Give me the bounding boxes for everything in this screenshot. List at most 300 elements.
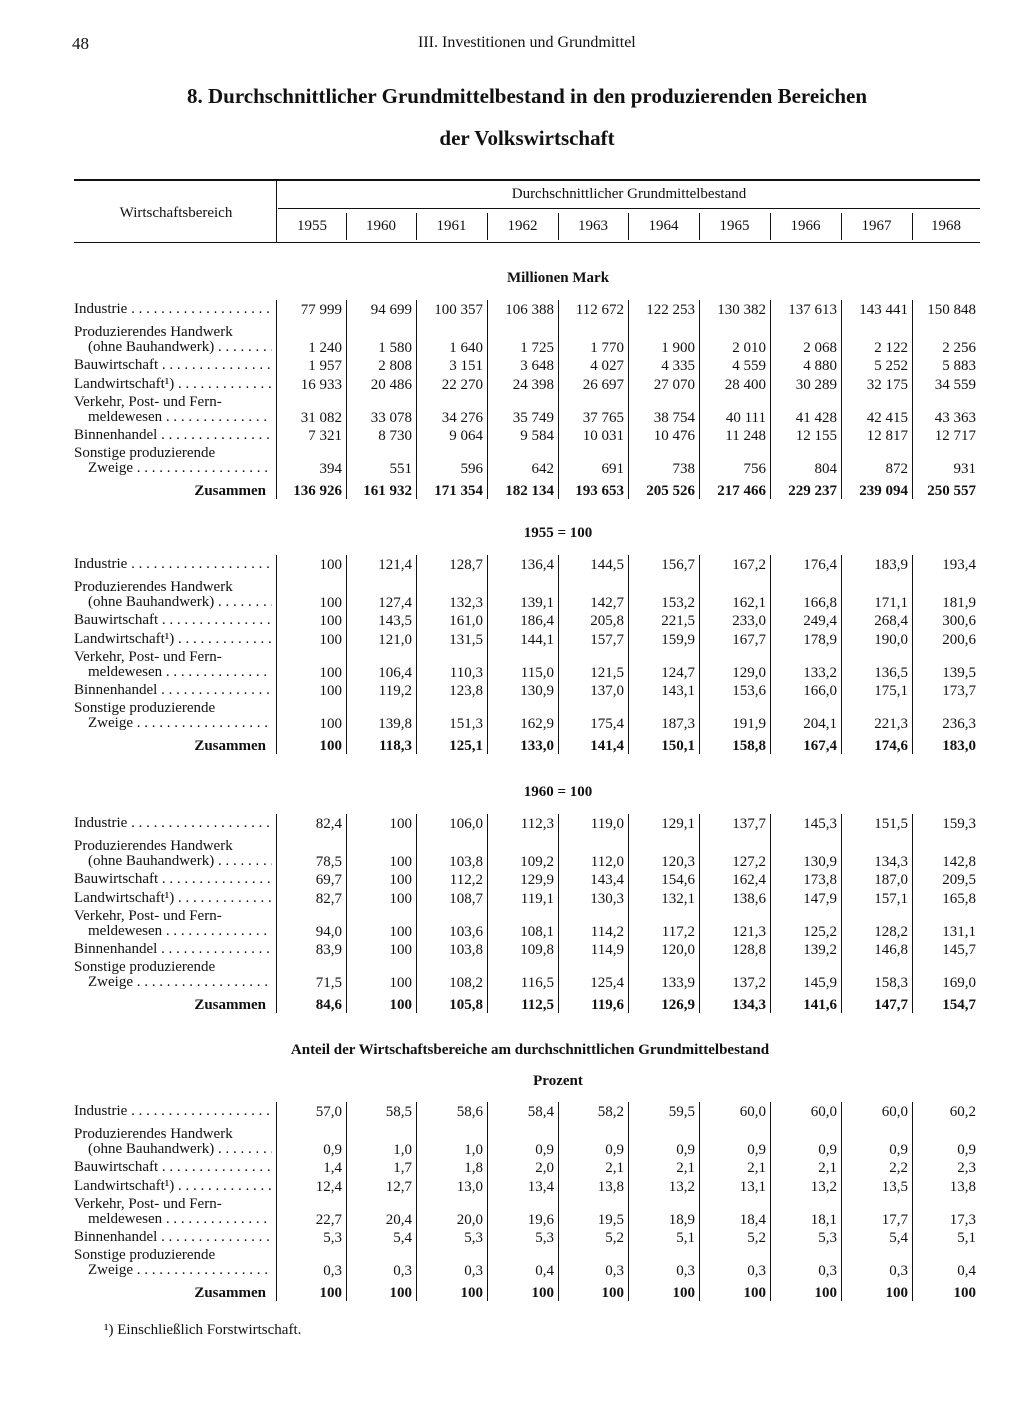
table-cell: 2,1 [605,1160,624,1176]
table-cell: 0,3 [323,1263,342,1279]
table-cell: 103,6 [449,924,483,940]
table-cell: 130,9 [520,683,554,699]
row-label [74,428,272,443]
table-cell: 128,2 [874,924,908,940]
table-cell: 12 155 [795,428,837,444]
table-title-line-1: 8. Durchschnittlicher Grundmittelbestand in den produzierenden Bereichen [186,84,868,108]
table-cell: 175,1 [874,683,908,699]
table-cell: 38 754 [653,410,695,426]
table-cell: 5,1 [957,1230,976,1246]
table-cell: 5,2 [605,1230,624,1246]
row-label-line: Sonstige produzierende [74,960,216,975]
table-cell: 94 699 [370,302,412,318]
total-cell: 205 526 [646,483,695,499]
year-header: 1966 [790,218,821,234]
table-cell: 162,9 [520,716,554,732]
table-cell: 60,2 [949,1104,976,1120]
table-cell: 169,0 [942,975,976,991]
table-cell: 109,8 [520,942,554,958]
total-cell: 100 [389,1285,412,1301]
table-cell: 1 900 [661,340,695,356]
table-cell: 193,4 [942,557,976,573]
table-cell: 142,8 [942,854,976,870]
row-label-line: Sonstige produzierende [74,1248,216,1263]
row-label-line: (ohne Bauhandwerk) . . . [74,1142,272,1157]
table-cell: 130,9 [803,854,837,870]
row-label-line: Verkehr, Post- und Fern- [74,1197,222,1212]
row-label-line: Landwirtschaft¹) . . . [74,891,272,906]
row-label-line: Produzierendes Handwerk [74,580,233,595]
total-cell: 161 932 [363,483,412,499]
label-column-header: Wirtschaftsbereich [119,205,233,221]
table-cell: 2,3 [957,1160,976,1176]
table-cell: 300,6 [942,613,976,629]
total-cell: 100 [531,1285,554,1301]
row-label [74,613,272,628]
table-cell: 143,1 [661,683,695,699]
table-cell: 100 [319,595,342,611]
table-cell: 181,9 [942,595,976,611]
table-cell: 129,9 [520,872,554,888]
table-cell: 5,3 [323,1230,342,1246]
table-cell: 112,2 [449,872,483,888]
table-cell: 100 [389,924,412,940]
table-cell: 103,8 [449,942,483,958]
table-cell: 124,7 [661,665,695,681]
table-cell: 931 [953,461,976,477]
total-cell: 239 094 [859,483,908,499]
row-label-line: Landwirtschaft¹) . . . [74,377,272,392]
total-cell: 100 [743,1285,766,1301]
table-cell: 58,4 [527,1104,554,1120]
table-cell: 0,3 [605,1263,624,1279]
row-label-line: meldewesen . . . [74,665,272,680]
row-label-line: meldewesen . . . [74,410,272,425]
table-cell: 18,1 [810,1212,837,1228]
row-label-line: (ohne Bauhandwerk) . . . [74,854,272,869]
table-cell: 58,2 [597,1104,624,1120]
table-cell: 108,7 [449,891,483,907]
table-cell: 1,0 [393,1142,412,1158]
table-cell: 129,0 [732,665,766,681]
row-label [74,580,272,610]
table-cell: 158,3 [874,975,908,991]
table-cell: 100 [389,891,412,907]
total-cell: 133,0 [520,738,554,754]
table-cell: 20,0 [456,1212,483,1228]
total-cell: 118,3 [379,738,412,754]
table-cell: 5,4 [393,1230,412,1246]
table-cell: 187,0 [874,872,908,888]
table-cell: 136,4 [520,557,554,573]
table-cell: 145,3 [803,816,837,832]
row-label-line: meldewesen . . . [74,924,272,939]
table-cell: 233,0 [732,613,766,629]
table-cell: 183,9 [874,557,908,573]
table-cell: 0,9 [535,1142,554,1158]
table-cell: 187,3 [661,716,695,732]
table-cell: 18,9 [668,1212,695,1228]
table-cell: 121,3 [732,924,766,940]
table-cell: 0,4 [957,1263,976,1279]
table-cell: 71,5 [315,975,342,991]
row-label [74,872,272,887]
year-header: 1961 [436,218,467,234]
section-title: Millionen Mark [506,270,610,286]
row-label [74,302,272,317]
row-label [74,1104,272,1119]
row-label [74,942,272,957]
table-cell: 9 584 [520,428,554,444]
table-cell: 121,0 [378,632,412,648]
table-cell: 16 933 [300,377,342,393]
row-label-line: Landwirtschaft¹) . . . [74,632,272,647]
table-cell: 4 335 [661,358,695,374]
row-label [74,1160,272,1175]
total-cell: 250 557 [927,483,976,499]
table-cell: 103,8 [449,854,483,870]
table-cell: 0,9 [889,1142,908,1158]
table-cell: 137,0 [590,683,624,699]
row-label-line: Bauwirtschaft . . . [74,1160,272,1175]
table-cell: 43 363 [934,410,976,426]
table-cell: 121,5 [590,665,624,681]
table-cell: 1 640 [449,340,483,356]
table-cell: 115,0 [520,665,554,681]
table-cell: 34 559 [934,377,976,393]
table-cell: 139,8 [378,716,412,732]
table-cell: 83,9 [315,942,342,958]
header-group-rule [278,208,980,209]
total-cell: 112,5 [521,997,554,1013]
table-cell: 120,3 [661,854,695,870]
table-cell: 1 957 [308,358,342,374]
total-cell: 136 926 [293,483,342,499]
row-label-line: Zweige . . . [74,716,272,731]
table-cell: 13,1 [739,1179,766,1195]
table-cell: 1,4 [323,1160,342,1176]
table-cell: 11 248 [725,428,766,444]
row-label [74,839,272,869]
table-cell: 112,0 [590,854,624,870]
table-cell: 154,6 [661,872,695,888]
total-cell: 100 [953,1285,976,1301]
table-cell: 120,0 [661,942,695,958]
total-cell: 150,1 [661,738,695,754]
table-cell: 35 749 [512,410,554,426]
table-cell: 157,1 [874,891,908,907]
table-cell: 204,1 [803,716,837,732]
table-cell: 137,2 [732,975,766,991]
year-header: 1967 [861,218,892,234]
table-cell: 0,9 [605,1142,624,1158]
table-cell: 10 476 [653,428,695,444]
table-cell: 33 078 [370,410,412,426]
table-cell: 114,9 [590,942,624,958]
year-header: 1968 [931,218,961,234]
footnote: ¹) Einschließlich Forstwirtschaft. [104,1322,302,1338]
row-label-line: (ohne Bauhandwerk) . . . [74,595,272,610]
table-cell: 165,8 [942,891,976,907]
table-cell: 59,5 [668,1104,695,1120]
table-cell: 20,4 [385,1212,412,1228]
table-cell: 5,4 [889,1230,908,1246]
total-cell: 100 [601,1285,624,1301]
table-cell: 5,3 [464,1230,483,1246]
section-subtitle: Prozent [533,1073,583,1089]
row-label [74,446,272,476]
table-cell: 17,3 [949,1212,976,1228]
table-cell: 2 068 [803,340,837,356]
total-cell: 171 354 [434,483,483,499]
table-cell: 2,1 [676,1160,695,1176]
table-cell: 804 [814,461,837,477]
row-label-line: Verkehr, Post- und Fern- [74,909,222,924]
row-label [74,701,272,731]
table-cell: 138,6 [732,891,766,907]
table-cell: 153,2 [661,595,695,611]
table-cell: 114,2 [590,924,624,940]
table-cell: 17,7 [881,1212,908,1228]
table-cell: 130 382 [717,302,766,318]
table-cell: 173,8 [803,872,837,888]
total-row-label: Zusammen [194,1285,266,1301]
table-cell: 112,3 [520,816,554,832]
row-label-line: Bauwirtschaft . . . [74,613,272,628]
table-cell: 82,4 [315,816,342,832]
table-cell: 5 883 [942,358,976,374]
table-cell: 94,0 [315,924,342,940]
table-cell: 26 697 [582,377,624,393]
table-cell: 132,3 [449,595,483,611]
table-cell: 136,5 [874,665,908,681]
row-label-line: Zweige . . . [74,1263,272,1278]
table-cell: 176,4 [803,557,837,573]
table-cell: 162,4 [732,872,766,888]
table-cell: 159,9 [661,632,695,648]
year-header: 1955 [297,218,327,234]
total-cell: 193 653 [575,483,624,499]
table-cell: 100 [319,683,342,699]
table-cell: 2,0 [535,1160,554,1176]
table-cell: 133,2 [803,665,837,681]
table-cell: 142,7 [590,595,624,611]
total-cell: 100 [389,997,412,1013]
total-row-label: Zusammen [194,738,266,754]
table-cell: 144,5 [590,557,624,573]
header-top-rule [74,179,980,181]
table-cell: 112 672 [575,302,624,318]
table-cell: 131,1 [942,924,976,940]
row-label-line: Industrie . . . [74,1104,272,1119]
table-cell: 143,4 [590,872,624,888]
running-head: III. Investitionen und Grundmittel [418,34,636,51]
table-cell: 20 486 [370,377,412,393]
table-cell: 13,2 [668,1179,695,1195]
table-cell: 13,5 [881,1179,908,1195]
row-label [74,377,272,392]
table-cell: 146,8 [874,942,908,958]
table-cell: 12 817 [866,428,908,444]
table-cell: 128,7 [449,557,483,573]
table-cell: 5,3 [818,1230,837,1246]
table-cell: 175,4 [590,716,624,732]
table-cell: 167,7 [732,632,766,648]
table-cell: 100 [319,665,342,681]
table-cell: 1,0 [464,1142,483,1158]
table-cell: 127,4 [378,595,412,611]
table-cell: 100 [389,942,412,958]
table-cell: 122 253 [646,302,695,318]
total-cell: 174,6 [874,738,908,754]
table-cell: 22,7 [315,1212,342,1228]
table-title-line-2: der Volkswirtschaft [439,126,615,150]
total-cell: 100 [319,738,342,754]
table-cell: 0,3 [464,1263,483,1279]
table-cell: 178,9 [803,632,837,648]
table-cell: 159,3 [942,816,976,832]
table-cell: 0,4 [535,1263,554,1279]
table-cell: 19,6 [527,1212,554,1228]
table-cell: 100 357 [434,302,483,318]
table-cell: 119,0 [590,816,624,832]
table-cell: 9 064 [449,428,483,444]
table-cell: 0,3 [393,1263,412,1279]
section-title: 1960 = 100 [523,784,593,800]
row-label [74,1248,272,1278]
row-label [74,358,272,373]
table-cell: 167,2 [732,557,766,573]
table-cell: 41 428 [795,410,837,426]
row-label [74,891,272,906]
table-cell: 31 082 [300,410,342,426]
row-label-line: Verkehr, Post- und Fern- [74,650,222,665]
year-header: 1964 [648,218,679,234]
table-cell: 0,9 [747,1142,766,1158]
row-label [74,557,272,572]
table-cell: 109,2 [520,854,554,870]
table-cell: 173,7 [942,683,976,699]
table-cell: 28 400 [724,377,766,393]
table-cell: 5,2 [747,1230,766,1246]
table-cell: 1,8 [464,1160,483,1176]
table-cell: 108,2 [449,975,483,991]
table-cell: 100 [319,557,342,573]
table-cell: 144,1 [520,632,554,648]
total-cell: 141,6 [803,997,837,1013]
table-cell: 200,6 [942,632,976,648]
table-cell: 2 122 [874,340,908,356]
table-cell: 143,5 [378,613,412,629]
table-cell: 2,1 [747,1160,766,1176]
table-cell: 60,0 [739,1104,766,1120]
total-cell: 134,3 [732,997,766,1013]
table-cell: 12,7 [385,1179,412,1195]
row-label [74,650,272,680]
table-cell: 12,4 [315,1179,342,1195]
table-cell: 10 031 [582,428,624,444]
year-header: 1963 [578,218,608,234]
table-cell: 18,4 [739,1212,766,1228]
table-cell: 37 765 [582,410,624,426]
table-cell: 78,5 [315,854,342,870]
table-cell: 166,8 [803,595,837,611]
table-cell: 756 [743,461,766,477]
row-label [74,325,272,355]
table-cell: 69,7 [315,872,342,888]
table-cell: 2 808 [378,358,412,374]
row-label-line: meldewesen . . . [74,1212,272,1227]
table-cell: 1 580 [378,340,412,356]
table-cell: 57,0 [315,1104,342,1120]
table-cell: 205,8 [590,613,624,629]
row-label-line: Industrie . . . [74,557,272,572]
table-cell: 100 [389,872,412,888]
table-cell: 4 880 [803,358,837,374]
table-cell: 551 [389,461,412,477]
row-label [74,632,272,647]
table-cell: 5,3 [535,1230,554,1246]
table-cell: 77 999 [300,302,342,318]
row-label-line: Sonstige produzierende [74,446,216,461]
table-cell: 3 151 [449,358,483,374]
table-cell: 60,0 [810,1104,837,1120]
table-cell: 106,4 [378,665,412,681]
section-title: Anteil der Wirtschaftsbereiche am durchschnittlichen Grundmittelbestand [290,1042,770,1058]
row-label-line: Sonstige produzierende [74,701,216,716]
table-cell: 0,9 [818,1142,837,1158]
row-label-line: Produzierendes Handwerk [74,839,233,854]
table-cell: 110,3 [449,665,483,681]
page-number: 48 [72,34,89,53]
table-cell: 100 [319,716,342,732]
row-label-line: (ohne Bauhandwerk) . . . [74,340,272,355]
table-cell: 268,4 [874,613,908,629]
table-cell: 8 730 [378,428,412,444]
table-cell: 394 [319,461,342,477]
table-cell: 150 848 [927,302,976,318]
table-cell: 106,0 [449,816,483,832]
section-title: 1955 = 100 [523,525,593,541]
table-cell: 151,5 [874,816,908,832]
table-cell: 100 [319,613,342,629]
table-cell: 108,1 [520,924,554,940]
table-cell: 131,5 [449,632,483,648]
row-label-line: Bauwirtschaft . . . [74,358,272,373]
table-cell: 145,9 [803,975,837,991]
total-cell: 100 [460,1285,483,1301]
table-cell: 139,2 [803,942,837,958]
table-cell: 58,6 [456,1104,483,1120]
table-cell: 19,5 [597,1212,624,1228]
table-cell: 27 070 [653,377,695,393]
table-cell: 24 398 [512,377,554,393]
table-cell: 13,8 [949,1179,976,1195]
table-cell: 137,7 [732,816,766,832]
table-cell: 2 010 [732,340,766,356]
table-cell: 82,7 [315,891,342,907]
table-cell: 0,3 [818,1263,837,1279]
row-label [74,909,272,939]
table-cell: 2,2 [889,1160,908,1176]
year-header: 1965 [719,218,750,234]
table-cell: 125,2 [803,924,837,940]
table-cell: 190,0 [874,632,908,648]
total-cell: 100 [814,1285,837,1301]
total-cell: 125,1 [449,738,483,754]
row-label [74,1197,272,1227]
row-label [74,960,272,990]
